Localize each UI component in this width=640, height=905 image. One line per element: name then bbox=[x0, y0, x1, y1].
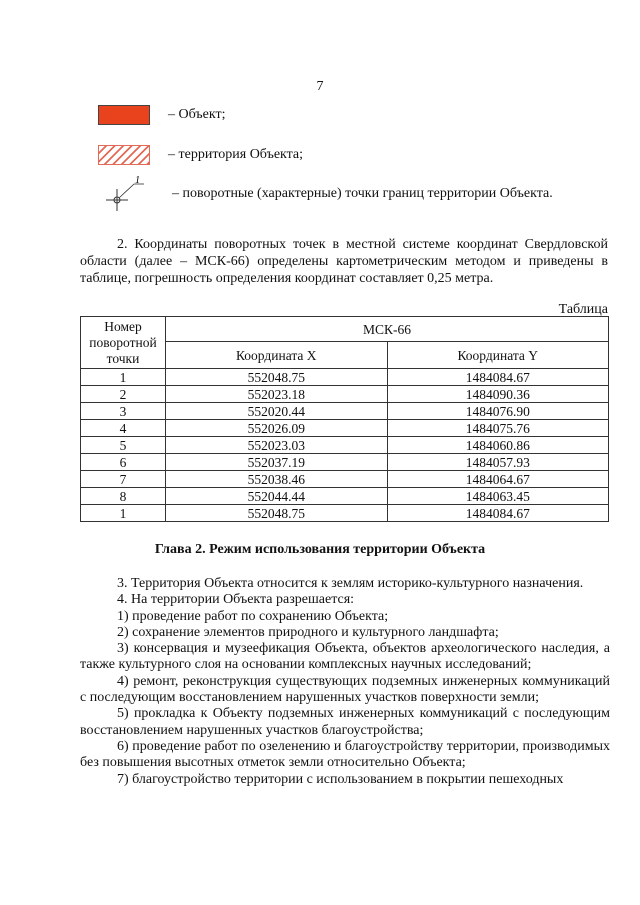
table-row bbox=[81, 488, 609, 505]
body-paragraph: 3) консервация и музеефикация Объекта, объектов археологического наследия, а также культурного слоя на основании комплексных научных исследований; bbox=[80, 641, 610, 673]
table-row bbox=[81, 454, 609, 471]
coordinate-x: 552044.44 bbox=[166, 488, 388, 505]
table-row bbox=[81, 505, 609, 522]
header-coordinate-x: Координата X bbox=[166, 342, 388, 369]
table-row bbox=[81, 386, 609, 403]
body-paragraph: 4. На территории Объекта разрешается: bbox=[117, 592, 355, 608]
legend-item-territory bbox=[98, 144, 303, 166]
table-row bbox=[81, 420, 609, 437]
point-number: 3 bbox=[81, 403, 166, 420]
territory-hatch-icon bbox=[98, 145, 150, 165]
header-point-number: Номер поворотной точки bbox=[81, 317, 166, 369]
legend-label-object: – Объект; bbox=[168, 107, 226, 122]
coordinate-y: 1484060.86 bbox=[387, 437, 609, 454]
point-number: 4 bbox=[81, 420, 166, 437]
coordinate-y: 1484084.67 bbox=[387, 505, 609, 522]
coordinate-x: 552020.44 bbox=[166, 403, 388, 420]
object-swatch-icon bbox=[98, 105, 150, 125]
coordinate-x: 552023.03 bbox=[166, 437, 388, 454]
point-number: 8 bbox=[81, 488, 166, 505]
chapter-title: Глава 2. Режим использования территории Объекта bbox=[154, 542, 486, 557]
coordinate-y: 1484064.67 bbox=[387, 471, 609, 488]
legend-label-points: – поворотные (характерные) точки границ территории Объекта. bbox=[172, 186, 553, 201]
point-number: 2 bbox=[81, 386, 166, 403]
table-row bbox=[81, 403, 609, 420]
body-paragraph: 5) прокладка к Объекту подземных инженерных коммуникаций с последующим восстановлением нарушенных участков благоустройства; bbox=[80, 706, 610, 738]
point-number: 1 bbox=[81, 369, 166, 386]
coordinate-x: 552038.46 bbox=[166, 471, 388, 488]
table-caption: Таблица bbox=[558, 302, 608, 317]
body-paragraph: 1) проведение работ по сохранению Объекта; bbox=[117, 608, 389, 624]
point-number: 1 bbox=[81, 505, 166, 522]
coordinates-paragraph: 2. Координаты поворотных точек в местной системе координат Свердловской области (далее – МСК-66) определены картометрическим методом и приведены в таблице, погрешность определения координат составляет 0,25 метра. bbox=[80, 237, 608, 286]
table-row bbox=[81, 369, 609, 386]
coordinate-y: 1484076.90 bbox=[387, 403, 609, 420]
page-number: 7 bbox=[316, 79, 324, 94]
coordinate-x: 552037.19 bbox=[166, 454, 388, 471]
coordinate-x: 552048.75 bbox=[166, 505, 388, 522]
legend-item-object bbox=[98, 104, 225, 126]
coordinate-x: 552048.75 bbox=[166, 369, 388, 386]
point-number: 7 bbox=[81, 471, 166, 488]
body-paragraph: 7) благоустройство территории с использованием в покрытии пешеходных bbox=[117, 771, 564, 787]
coordinate-y: 1484063.45 bbox=[387, 488, 609, 505]
legend-item-points bbox=[98, 176, 553, 212]
coordinate-x: 552023.18 bbox=[166, 386, 388, 403]
body-paragraph: 4) ремонт, реконструкция существующих подземных инженерных коммуникаций с последующим восстановлением нарушенных участков поверхности земли; bbox=[80, 673, 610, 706]
turning-point-icon bbox=[98, 176, 158, 212]
point-marker-label: 1 bbox=[135, 176, 140, 186]
coordinate-y: 1484057.93 bbox=[387, 454, 609, 471]
body-paragraph: 3. Территория Объекта относится к землям историко-культурного назначения. bbox=[117, 576, 584, 591]
table-row bbox=[81, 471, 609, 488]
body-paragraph: 6) проведение работ по озеленению и благоустройству территории, производимых без повышения высотных отметок земли относительно Объекта; bbox=[80, 738, 610, 771]
chapter-body bbox=[80, 576, 610, 788]
coordinate-y: 1484090.36 bbox=[387, 386, 609, 403]
coordinate-y: 1484084.67 bbox=[387, 369, 609, 386]
point-number: 5 bbox=[81, 437, 166, 454]
coordinate-x: 552026.09 bbox=[166, 420, 388, 437]
body-paragraph: 2) сохранение элементов природного и культурного ландшафта; bbox=[117, 624, 499, 640]
table-row bbox=[81, 437, 609, 454]
point-number: 6 bbox=[81, 454, 166, 471]
header-coordinate-y: Координата Y bbox=[387, 342, 609, 369]
coordinate-y: 1484075.76 bbox=[387, 420, 609, 437]
coordinates-table bbox=[80, 316, 609, 522]
legend-label-territory: – территория Объекта; bbox=[168, 147, 304, 162]
header-coordinate-system: МСК-66 bbox=[166, 317, 609, 342]
